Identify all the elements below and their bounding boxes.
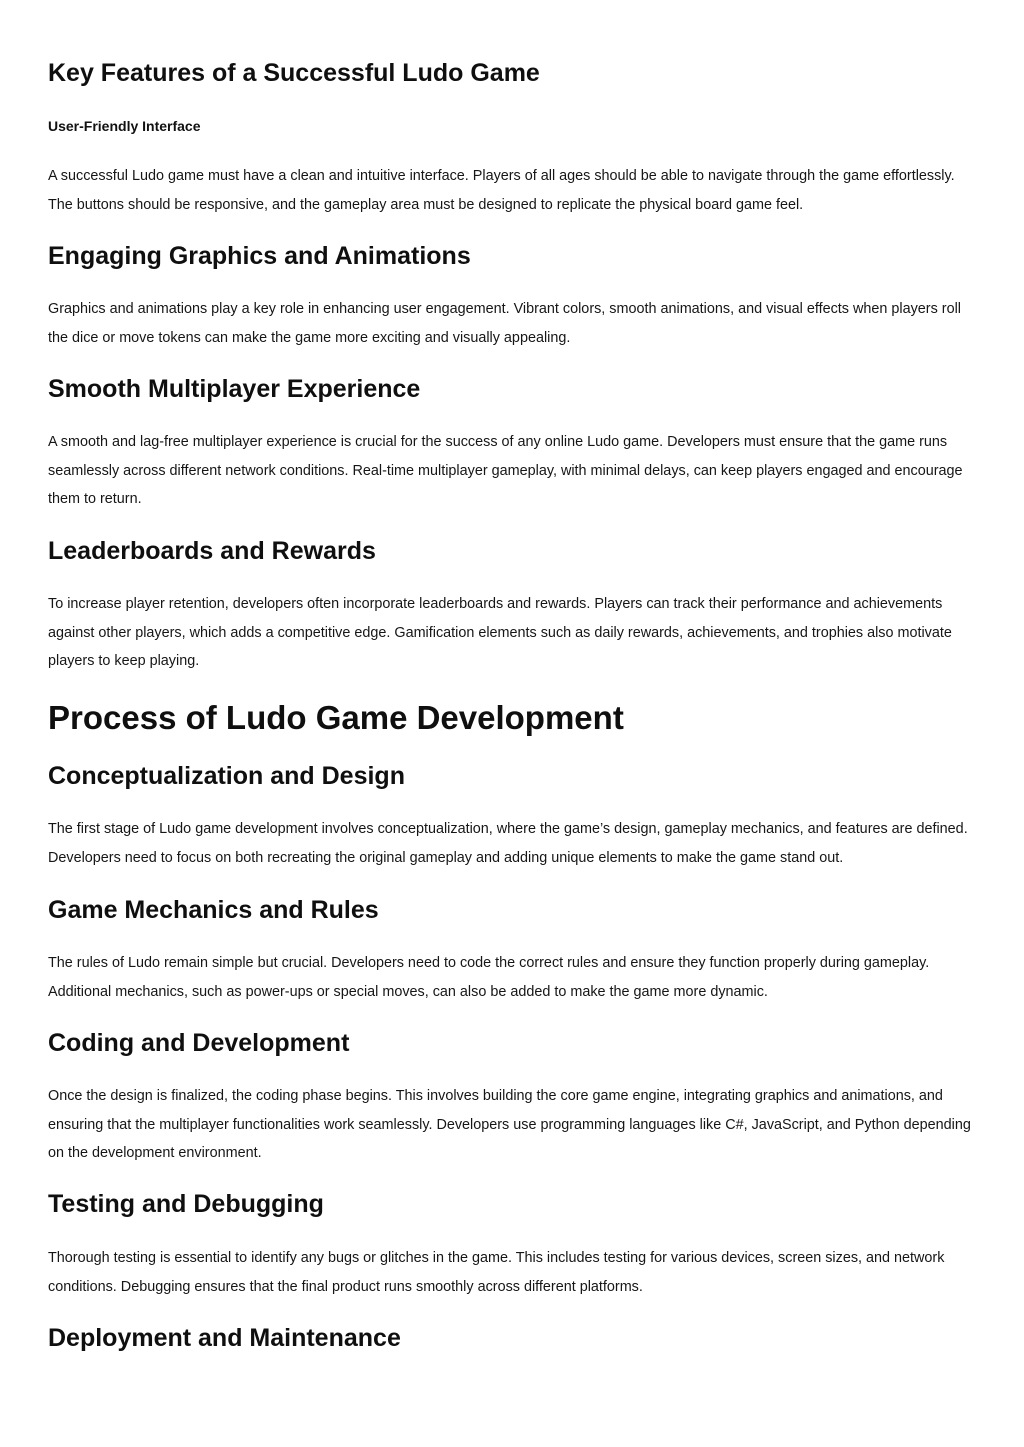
paragraph-graphics: Graphics and animations play a key role in enhancing user engagement. Vibrant colors, smooth animations, and visual effects when players roll the dice or move tokens can make the game more exciting and visually appealing. [48,301,961,346]
paragraph-testing: Thorough testing is essential to identify any bugs or glitches in the game. This includes testing for various devices, screen sizes, and network conditions. Debugging ensures that the final product runs smoothly across different platforms. [48,1250,945,1295]
paragraph-user-friendly-interface: A successful Ludo game must have a clean and intuitive interface. Players of all ages should be able to navigate through the game effortlessly. The buttons should be responsive, and the gameplay area must be designed to replicate the physical board game feel. [48,168,955,213]
section-title-multiplayer: Smooth Multiplayer Experience [48,375,421,403]
paragraph-coding: Once the design is finalized, the coding phase begins. This involves building the core game engine, integrating graphics and animations, and ensuring that the multiplayer functionalities work seamlessly. Developers use programming languages like C#, JavaScript, and Python depending on the development environment. [48,1088,971,1162]
section-title-testing: Testing and Debugging [48,1190,324,1218]
section-title-coding: Coding and Development [48,1029,350,1057]
paragraph-mechanics: The rules of Ludo remain simple but crucial. Developers need to code the correct rules and ensure they function properly during gameplay. Additional mechanics, such as power-ups or special moves, can also be added to make the game more dynamic. [48,955,930,1000]
section-title-graphics: Engaging Graphics and Animations [48,242,471,270]
section-title-key-features: Key Features of a Successful Ludo Game [48,59,540,87]
section-title-process: Process of Ludo Game Development [48,699,624,736]
section-title-conceptualization: Conceptualization and Design [48,762,405,790]
section-title-deployment: Deployment and Maintenance [48,1324,401,1352]
paragraph-leaderboards: To increase player retention, developers often incorporate leaderboards and rewards. Players can track their performance and achievements against other players, which adds a competitive edge. Gamification elements such as daily rewards, achievements, and trophies also motivate players to keep playing. [48,596,952,670]
subheading-user-friendly-interface: User-Friendly Interface [48,118,201,134]
section-title-mechanics: Game Mechanics and Rules [48,896,379,924]
section-title-leaderboards: Leaderboards and Rewards [48,537,376,565]
paragraph-multiplayer: A smooth and lag-free multiplayer experience is crucial for the success of any online Ludo game. Developers must ensure that the game runs seamlessly across different network conditions. Real-time multiplayer gameplay, with minimal delays, can keep players engaged and encourage them to return. [48,434,963,508]
paragraph-conceptualization: The first stage of Ludo game development involves conceptualization, where the game’s design, gameplay mechanics, and features are defined. Developers need to focus on both recreating the original gameplay and adding unique elements to make the game stand out. [48,821,968,866]
